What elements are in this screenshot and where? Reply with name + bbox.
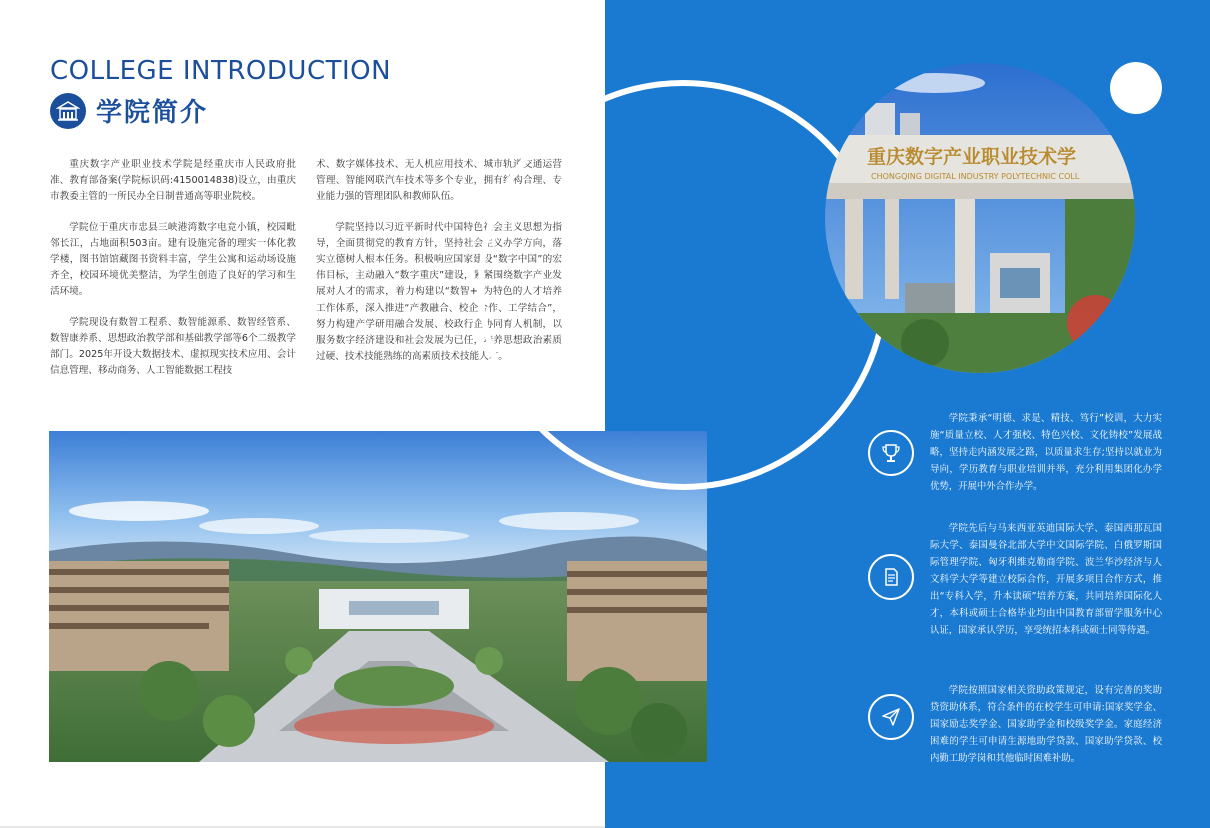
school-building-icon bbox=[50, 93, 86, 129]
intro-paragraph: 学院位于重庆市忠县三峡港湾数字电竞小镇，校园毗邻长江，占地面积503亩。建有设施完备的理实一体化教学楼，图书馆馆藏图书资料丰富，学生公寓和运动场设施齐全，校园环境优美整洁，为学生创造了良好的学习和生活环境。 bbox=[50, 221, 296, 298]
decorative-ring bbox=[478, 80, 888, 490]
page-title: 学院简介 bbox=[96, 98, 209, 128]
title-english: COLLEGE INTRODUCTION bbox=[50, 56, 392, 86]
feature-text: 学院秉承“明德、求是、精技、笃行”校训，大力实施“质量立校、人才强校、特色兴校、文化铸校”发展战略，坚持走内涵发展之路，以质量求生存;坚持以就业为导向，学历教育与职业培训并举，充分利用集团化办学优势，开展中外合作办学。 bbox=[930, 413, 1162, 492]
feature-text: 学院按照国家相关资助政策规定，设有完善的奖助贷资助体系，符合条件的在校学生可申请:国家奖学金、国家励志奖学金、国家助学金和校级奖学金。家庭经济困难的学生可申请生源地助学贷款、国家助学贷款、校内勤工助学岗和其他临时困难补助。 bbox=[930, 685, 1162, 764]
intro-paragraph: 重庆数字产业职业技术学院是经重庆市人民政府批准、教育部备案(学院标识码:4150014838)设立，由重庆市教委主管的一所民办全日制普通高等职业院校。 bbox=[50, 159, 296, 203]
decorative-dot bbox=[1110, 62, 1162, 114]
campus-aerial-photo bbox=[49, 431, 707, 762]
paper-plane-icon bbox=[880, 706, 902, 728]
feature-icon-circle bbox=[868, 694, 914, 740]
document-icon bbox=[880, 566, 902, 588]
feature-icon-circle bbox=[868, 554, 914, 600]
trophy-icon bbox=[880, 442, 902, 464]
feature-icon-circle bbox=[868, 430, 914, 476]
college-gate-photo bbox=[825, 63, 1135, 373]
gate-sign-english: CHONGQING DIGITAL INDUSTRY POLYTECHNIC COLL bbox=[871, 172, 1080, 181]
intro-paragraph: 学院现设有数智工程系、数智能源系、数智经管系、数智康养系、思想政治教学部和基础教学部等6个二级教学部门。2025年开设大数据技术、虚拟现实技术应用、会计信息管理、移动商务、人工智能数据工程技 bbox=[50, 316, 296, 377]
gate-sign-chinese: 重庆数字产业职业技术学 bbox=[867, 146, 1077, 168]
intro-column-1 bbox=[50, 157, 296, 393]
feature-text: 学院先后与马来西亚英迪国际大学、泰国西那瓦国际大学、泰国曼谷北部大学中文国际学院、白俄罗斯国际管理学院、匈牙利维克勒商学院、波兰华沙经济与人文科学大学等建立校际合作，开展多项目合作方式，推出“专科入学，升本读硕”培养方案，共同培养国际化人才，本科或硕士合格毕业均由中国教育部留学服务中心认证，国家承认学历，享受统招本科或硕士同等待遇。 bbox=[930, 523, 1162, 636]
title-chinese-group bbox=[50, 92, 208, 129]
intro-paragraph: 术、数字媒体技术、无人机应用技术、城市轨道交通运营管理、智能网联汽车技术等多个专业，拥有结构合理、专业能力强的管理团队和教师队伍。 bbox=[316, 159, 562, 203]
intro-paragraph: 学院坚持以习近平新时代中国特色社会主义思想为指导，全面贯彻党的教育方针，坚持社会主义办学方向，落实立德树人根本任务。积极响应国家建设“数字中国”的宏伟目标，主动融入“数字重庆”建设，紧紧围绕数字产业发展对人才的需求，着力构建以“数智+”为特色的人才培养工作体系，深入推进“产教融合、校企合作、工学结合”，努力构建产学研用融合发展、校政行企协同育人机制，以服务数字经济建设和社会发展为已任，培养思想政治素质过硬、技术技能熟练的高素质技术技能人才。 bbox=[316, 221, 562, 363]
